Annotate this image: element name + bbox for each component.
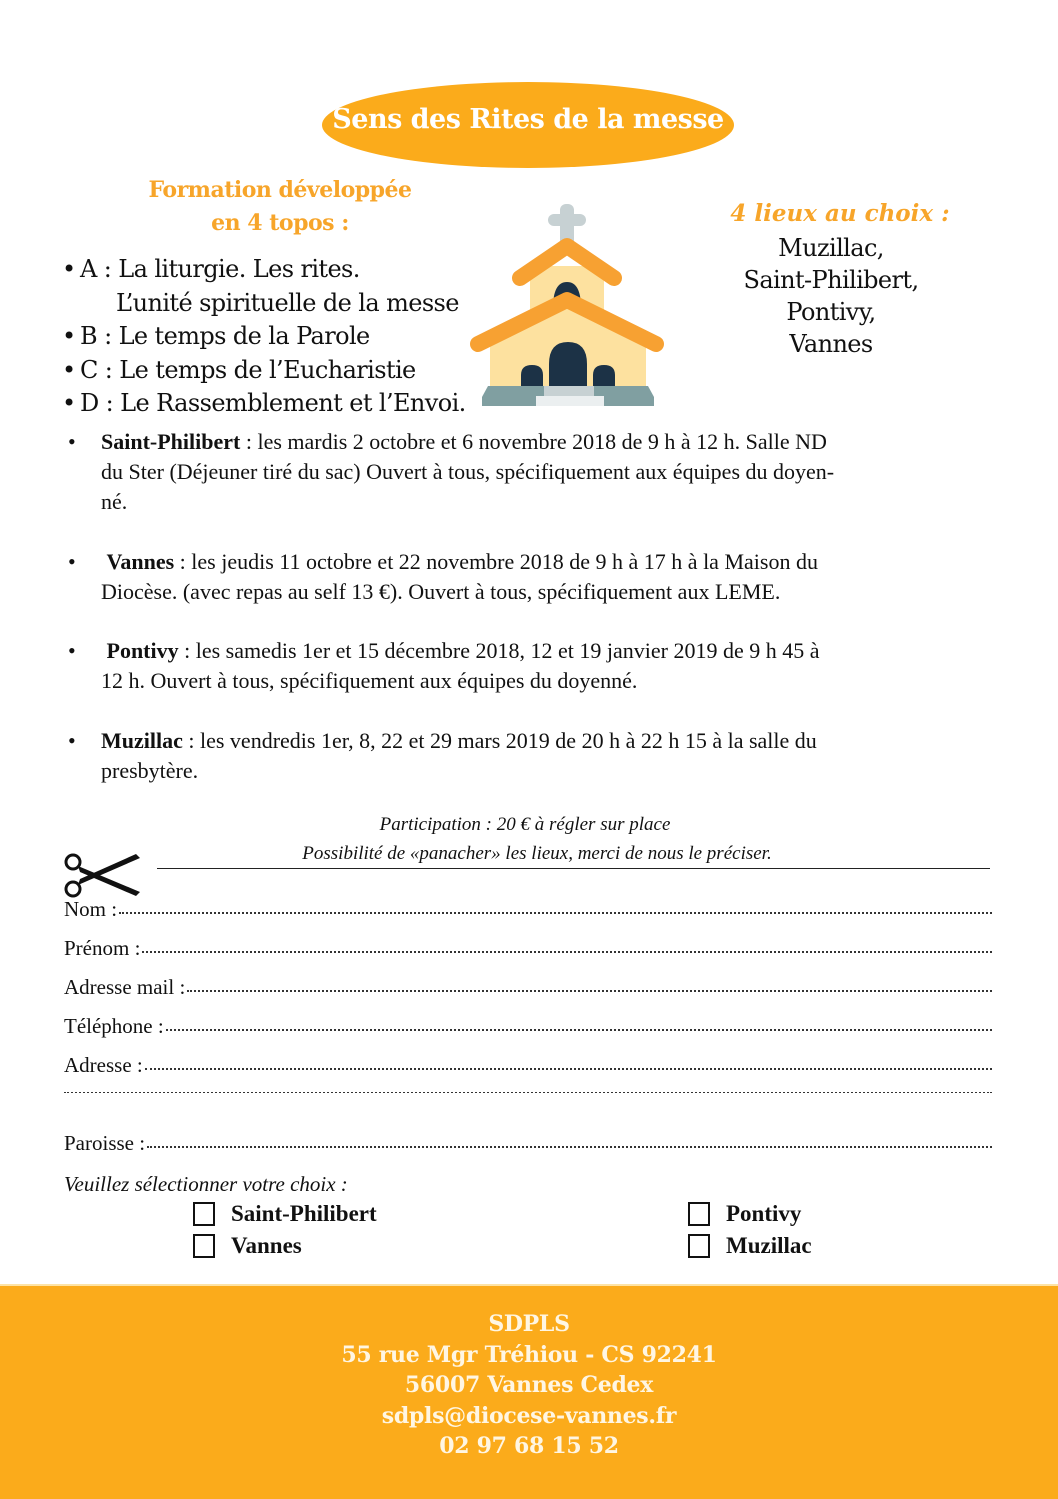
topic-text: D : Le Rassemblement et l’Envoi. (80, 389, 466, 417)
footer-org: SDPLS (488, 1311, 570, 1337)
topic-text: C : Le temps de l’Eucharistie (80, 355, 416, 384)
address-field-line2[interactable] (64, 1092, 992, 1111)
choice-vannes[interactable] (193, 1233, 302, 1259)
participation-mix-note: Possibilité de «panacher» les lieux, merci de nous le préciser. (302, 843, 772, 864)
session-vannes (68, 547, 988, 607)
session-text: né. (101, 489, 128, 514)
topic-text: A : La liturgie. Les rites. (80, 255, 360, 283)
field-dotted-line[interactable] (187, 989, 992, 992)
choice-pontivy[interactable] (688, 1201, 801, 1227)
topic-text: B : Le temps de la Parole (80, 322, 370, 350)
scissors-icon (62, 852, 142, 898)
session-place: Saint-Philibert (101, 429, 241, 454)
bullet: • (62, 322, 76, 350)
session-text: presbytère. (101, 758, 199, 783)
place-item: Saint-Philibert, (743, 266, 919, 294)
topic-item (62, 253, 466, 287)
formation-heading (100, 174, 460, 240)
checkbox-icon[interactable] (688, 1202, 710, 1226)
bullet: • (68, 549, 76, 574)
places-heading: 4 lieux au choix : (730, 200, 950, 227)
email-field[interactable] (64, 975, 992, 1000)
bullet: • (68, 728, 76, 753)
firstname-field[interactable] (64, 936, 992, 961)
participation-price: Participation : 20 € à régler sur place (379, 814, 671, 835)
session-place: Muzillac (101, 728, 183, 753)
page-title: Sens des Rites de la messe (332, 103, 724, 135)
topic-item (62, 320, 466, 354)
field-dotted-line[interactable] (64, 1092, 992, 1093)
footer-phone: 02 97 68 15 52 (439, 1433, 619, 1459)
field-dotted-line[interactable] (119, 911, 992, 914)
footer-email[interactable]: sdpls@diocese-vannes.fr (381, 1402, 677, 1429)
field-dotted-line[interactable] (145, 1067, 992, 1070)
places-list (720, 232, 942, 360)
field-label: Téléphone : (64, 1014, 164, 1038)
place-item: Pontivy, (786, 298, 876, 326)
session-place: Pontivy (106, 638, 179, 663)
topic-item (62, 387, 466, 421)
bullet: • (62, 255, 76, 283)
session-saint-philibert (68, 427, 988, 517)
choice-label: Saint-Philibert (231, 1201, 377, 1226)
phone-field[interactable] (64, 1014, 992, 1039)
session-text: : les vendredis 1er, 8, 22 et 29 mars 2019 de 20 h à 22 h 15 à la salle du (182, 728, 817, 753)
footer-address-line1: 55 rue Mgr Tréhiou - CS 92241 (341, 1341, 717, 1368)
session-text: : les jeudis 11 octobre et 22 novembre 2018 de 9 h à 17 h à la Maison du (174, 549, 818, 574)
title-banner (322, 82, 734, 168)
choice-heading: Veuillez sélectionner votre choix : (64, 1172, 348, 1196)
bullet: • (62, 355, 76, 384)
choice-saint-philibert[interactable] (193, 1201, 377, 1227)
parish-field[interactable] (64, 1131, 992, 1156)
session-text: : les samedis 1er et 15 décembre 2018, 12 et 19 janvier 2019 de 9 h 45 à (178, 638, 820, 663)
session-text: du Ster (Déjeuner tiré du sac) Ouvert à tous, spécifiquement aux équipes du doyen- (101, 459, 835, 484)
field-dotted-line[interactable] (147, 1145, 992, 1148)
session-text: Diocèse. (avec repas au self 13 €). Ouvert à tous, spécifiquement aux LEME. (101, 579, 781, 604)
session-place: Vannes (106, 549, 175, 574)
field-label: Nom : (64, 897, 118, 921)
field-label: Adresse mail : (64, 975, 186, 999)
field-label: Adresse : (64, 1053, 143, 1077)
field-label: Paroisse : (64, 1131, 146, 1155)
name-field[interactable] (64, 897, 992, 922)
topic-item (62, 354, 466, 388)
footer-address-line2: 56007 Vannes Cedex (404, 1372, 654, 1398)
church-icon (468, 200, 668, 415)
place-item: Muzillac, (778, 234, 884, 262)
choice-label: Pontivy (726, 1201, 802, 1226)
topics-list (62, 253, 466, 421)
field-label: Prénom : (64, 936, 141, 960)
cut-line (157, 868, 990, 869)
checkbox-icon[interactable] (688, 1234, 710, 1258)
place-item: Vannes (789, 330, 873, 358)
session-text: : les mardis 2 octobre et 6 novembre 2018 de 9 h à 12 h. Salle ND (240, 429, 827, 454)
bullet: • (62, 389, 76, 417)
choice-label: Muzillac (726, 1233, 812, 1258)
bullet: • (68, 638, 76, 663)
session-text: 12 h. Ouvert à tous, spécifiquement aux équipes du doyenné. (101, 668, 638, 693)
footer-contact (0, 1309, 1058, 1462)
checkbox-icon[interactable] (193, 1202, 215, 1226)
session-pontivy (68, 636, 988, 696)
checkbox-icon[interactable] (193, 1234, 215, 1258)
field-dotted-line[interactable] (142, 950, 992, 953)
choice-muzillac[interactable] (688, 1233, 812, 1259)
formation-heading-line2: en 4 topos : (211, 210, 349, 236)
session-muzillac (68, 726, 988, 786)
field-dotted-line[interactable] (166, 1028, 992, 1031)
choice-label: Vannes (231, 1233, 302, 1258)
bullet: • (68, 429, 76, 454)
topic-text: L’unité spirituelle de la messe (116, 288, 459, 317)
formation-heading-line1: Formation développée (148, 177, 412, 203)
address-field[interactable] (64, 1053, 992, 1078)
topic-continuation (62, 287, 466, 321)
